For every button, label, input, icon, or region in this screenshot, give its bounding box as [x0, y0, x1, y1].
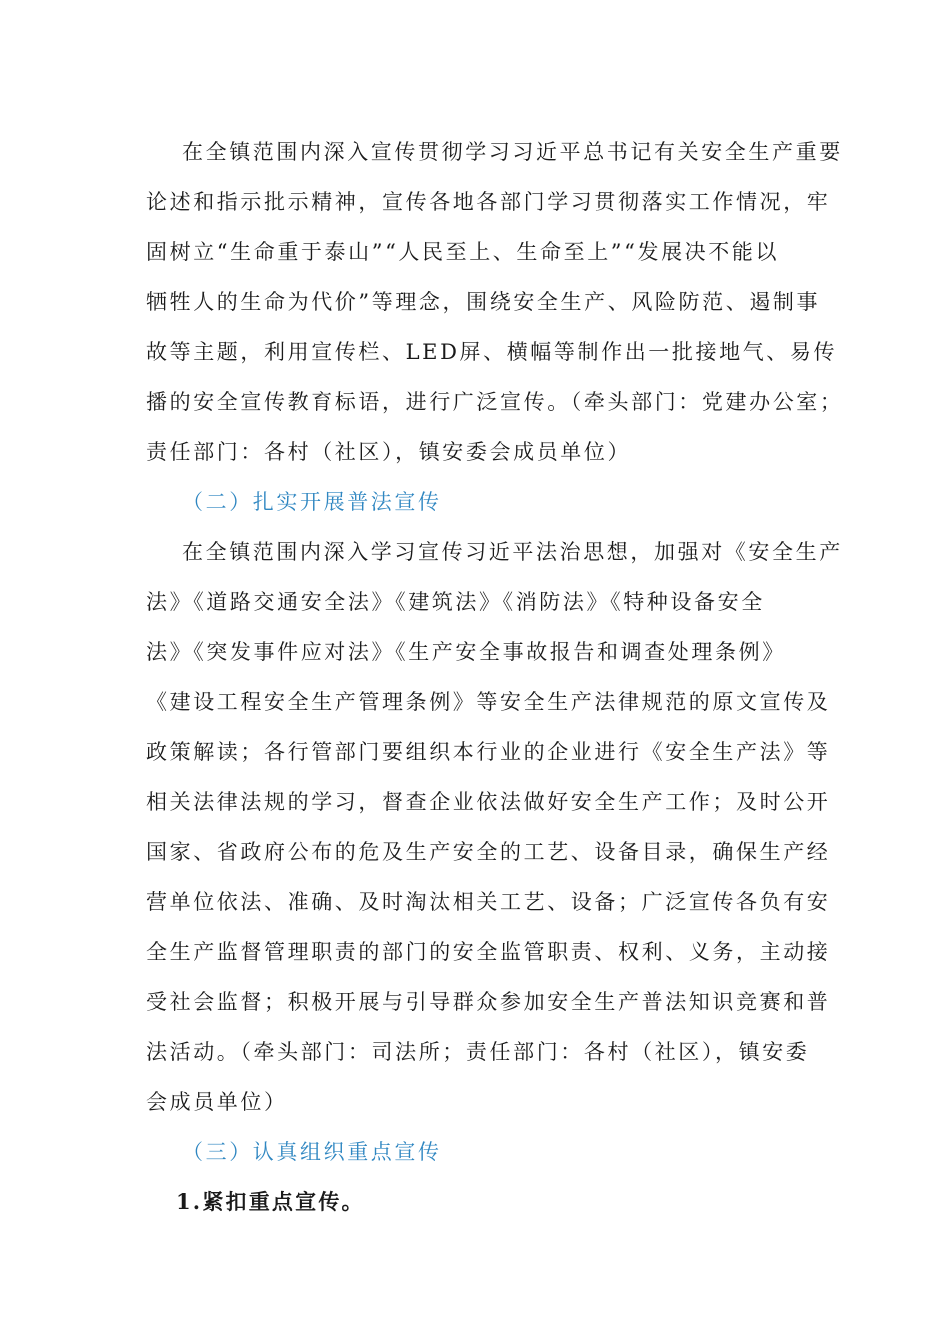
paragraph-line: 在全镇范围内深入学习宣传习近平法治思想，加强对《安全生产: [182, 540, 843, 564]
paragraph-line: 故等主题，利用宣传栏、LED屏、横幅等制作出一批接地气、易传: [146, 340, 838, 364]
paragraph-line: 责任部门：各村（社区），镇安委会成员单位）: [146, 440, 632, 464]
paragraph-line: 播的安全宣传教育标语，进行广泛宣传。（牵头部门：党建办公室；: [146, 390, 844, 414]
paragraph-line: 法活动。（牵头部门：司法所；责任部门：各村（社区），镇安委: [146, 1040, 810, 1064]
paragraph-line: 论述和指示批示精神，宣传各地各部门学习贯彻落实工作情况，牢: [146, 190, 831, 214]
subheading-1: 1.紧扣重点宣传。: [176, 1189, 365, 1214]
paragraph-line: 营单位依法、准确、及时淘汰相关工艺、设备；广泛宣传各负有安: [146, 890, 831, 914]
paragraph-line: 法》《道路交通安全法》《建筑法》《消防法》《特种设备安全: [146, 590, 765, 614]
paragraph-line: 受社会监督；积极开展与引导群众参加安全生产普法知识竞赛和普: [146, 990, 831, 1014]
paragraph-line: 全生产监督管理职责的部门的安全监管职责、权利、义务，主动接: [146, 940, 831, 964]
paragraph-line: 固树立“生命重于泰山”“人民至上、生命至上”“发展决不能以: [146, 240, 780, 264]
paragraph-line: 法》《突发事件应对法》《生产安全事故报告和调查处理条例》: [146, 640, 786, 664]
section-heading-3: （三）认真组织重点宣传: [182, 1140, 442, 1164]
paragraph-line: 相关法律法规的学习，督查企业依法做好安全生产工作；及时公开: [146, 790, 831, 814]
paragraph-line: 牺牲人的生命为代价”等理念，围绕安全生产、风险防范、遏制事: [146, 290, 821, 314]
paragraph-line: 国家、省政府公布的危及生产安全的工艺、设备目录，确保生产经: [146, 840, 831, 864]
section-heading-2: （二）扎实开展普法宣传: [182, 490, 442, 514]
paragraph-line: 会成员单位）: [146, 1090, 288, 1114]
paragraph-line: 《建设工程安全生产管理条例》等安全生产法律规范的原文宣传及: [146, 690, 831, 714]
paragraph-line: 在全镇范围内深入宣传贯彻学习习近平总书记有关安全生产重要: [182, 140, 843, 164]
paragraph-line: 政策解读；各行管部门要组织本行业的企业进行《安全生产法》等: [146, 740, 831, 764]
